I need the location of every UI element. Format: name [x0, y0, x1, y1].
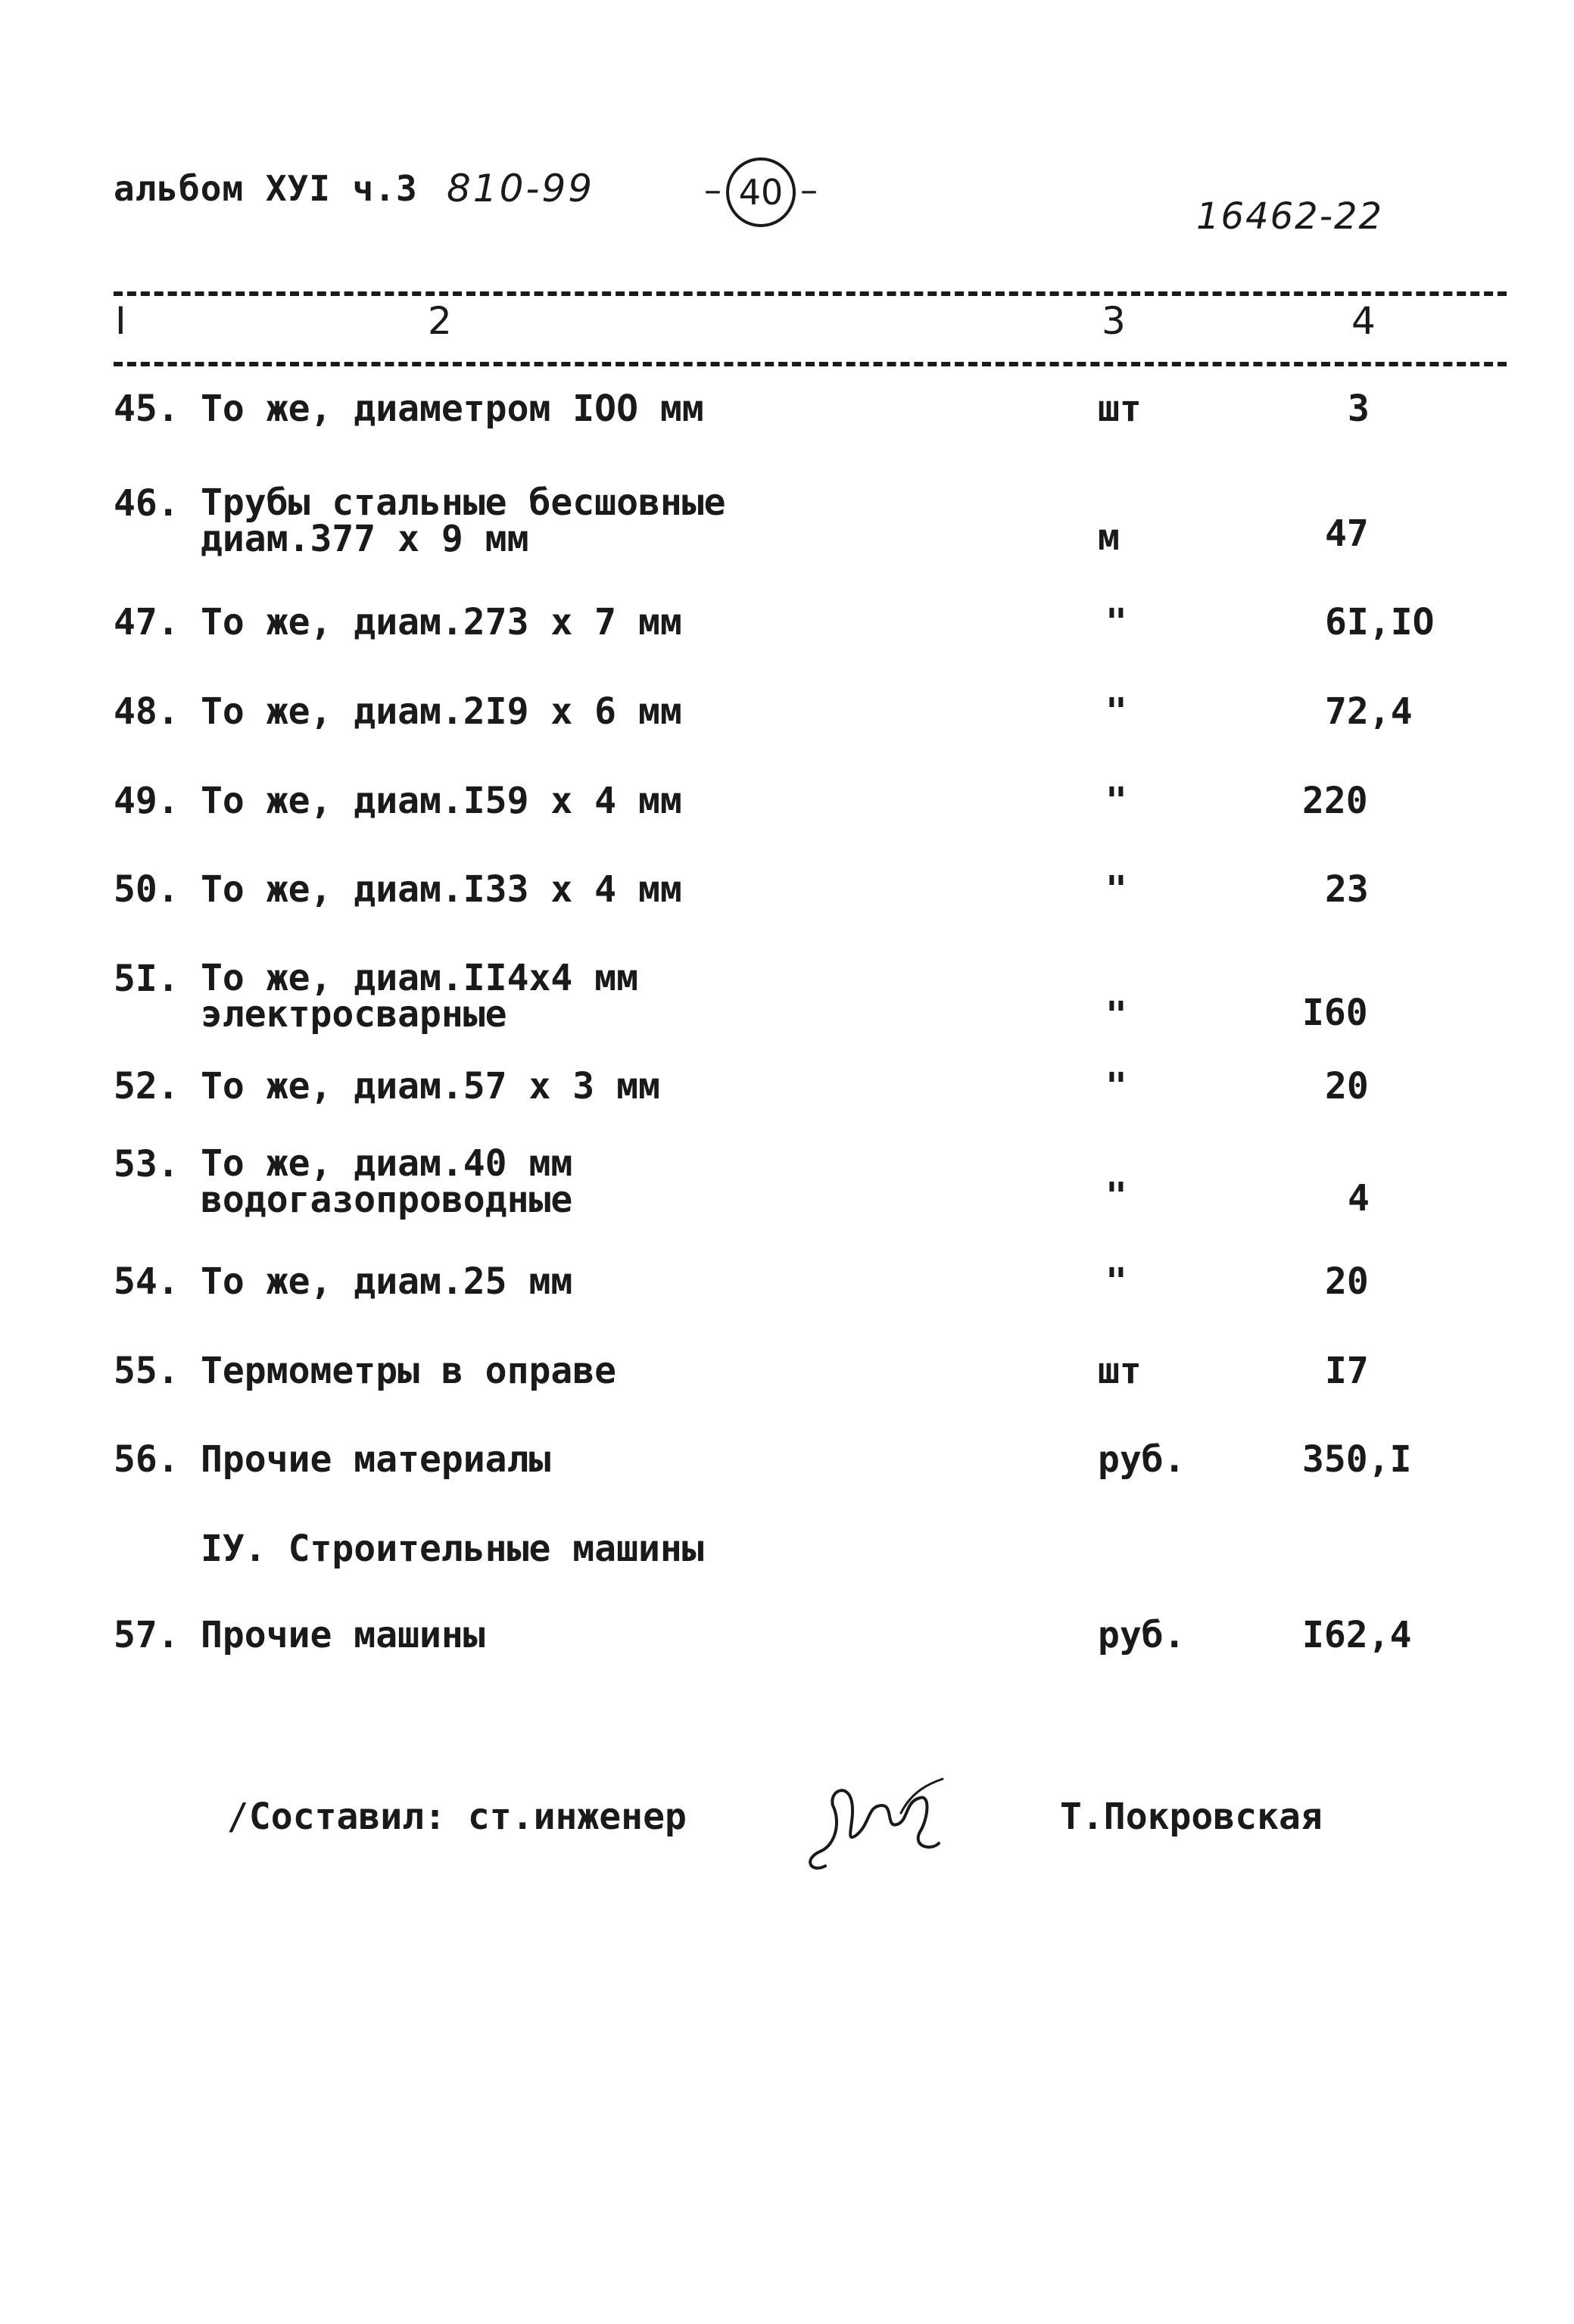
row-number: 53.	[114, 1143, 179, 1185]
handwritten-code: 810-99	[447, 167, 595, 210]
section-heading: IУ. Строительные машины	[201, 1528, 704, 1570]
row-quantity: 23	[1325, 868, 1369, 911]
row-unit: м	[1098, 516, 1120, 559]
row-unit: "	[1105, 994, 1127, 1036]
row-quantity: I62,4	[1302, 1614, 1412, 1656]
row-quantity: I60	[1302, 992, 1368, 1034]
row-unit: "	[1105, 868, 1127, 911]
row-unit: "	[1105, 1175, 1127, 1217]
row-number: 50.	[114, 868, 179, 911]
row-number: 56.	[114, 1438, 179, 1481]
row-unit: руб.	[1098, 1614, 1186, 1656]
row-quantity: 20	[1325, 1260, 1369, 1303]
table-top-divider	[114, 291, 1507, 296]
document-code: 16462-22	[1196, 195, 1384, 238]
row-name: Прочие машины	[201, 1614, 485, 1656]
row-unit: "	[1105, 1065, 1127, 1107]
row-number: 49.	[114, 780, 179, 822]
row-number: 46.	[114, 482, 179, 525]
row-quantity: 6I,IO	[1325, 601, 1435, 643]
row-quantity: 47	[1325, 512, 1369, 555]
row-unit: руб.	[1098, 1438, 1186, 1481]
album-reference: альбом ХУI ч.3	[114, 168, 418, 209]
row-quantity: 72,4	[1325, 690, 1413, 733]
row-name: То же, диам.2I9 х 6 мм	[201, 690, 682, 733]
signature-image	[780, 1760, 962, 1881]
compiled-by-label: /Составил: ст.инженер	[227, 1796, 687, 1838]
row-name: То же, диам.273 х 7 мм	[201, 601, 682, 643]
row-unit: "	[1105, 1260, 1127, 1303]
row-name: Прочие материалы	[201, 1438, 551, 1481]
column-header-2: 2	[428, 299, 452, 343]
row-quantity: 220	[1302, 780, 1368, 822]
row-number: 57.	[114, 1614, 179, 1656]
column-header-4: 4	[1351, 299, 1376, 343]
row-name: То же, диам.25 мм	[201, 1260, 573, 1303]
row-quantity: 3	[1348, 388, 1370, 430]
row-number: 5I.	[114, 958, 179, 1000]
row-number: 54.	[114, 1260, 179, 1303]
column-header-3: 3	[1102, 299, 1126, 343]
row-name: То же, диам.40 мм водогазопроводные	[201, 1142, 573, 1221]
row-unit: "	[1105, 780, 1127, 822]
row-name: Трубы стальные бесшовные диам.377 х 9 мм	[201, 481, 726, 560]
row-unit: шт	[1098, 1350, 1142, 1392]
row-number: 47.	[114, 601, 179, 643]
page-number: – 40 –	[704, 157, 818, 227]
table-header-divider	[114, 362, 1507, 366]
engineer-name: Т.Покровская	[1060, 1796, 1323, 1838]
row-quantity: 350,I	[1302, 1438, 1412, 1481]
row-quantity: I7	[1325, 1350, 1369, 1392]
row-name: То же, диам.II4х4 мм электросварные	[201, 957, 638, 1036]
row-unit: шт	[1098, 388, 1142, 430]
page-number-circle: 40	[726, 157, 796, 227]
row-name: То же, диам.57 х 3 мм	[201, 1065, 660, 1107]
row-unit: "	[1105, 601, 1127, 643]
row-unit: "	[1105, 690, 1127, 733]
row-quantity: 4	[1348, 1177, 1370, 1220]
row-name: То же, диам.I59 х 4 мм	[201, 780, 682, 822]
row-number: 52.	[114, 1065, 179, 1107]
row-number: 48.	[114, 690, 179, 733]
compiled-by-text: Составил: ст.инженер	[248, 1796, 687, 1838]
row-name: То же, диаметром IOO мм	[201, 388, 704, 430]
row-number: 55.	[114, 1350, 179, 1392]
row-name: Термометры в оправе	[201, 1350, 617, 1392]
column-header-1: I	[115, 299, 126, 343]
row-number: 45.	[114, 388, 179, 430]
row-quantity: 20	[1325, 1065, 1369, 1107]
row-name: То же, диам.I33 х 4 мм	[201, 868, 682, 911]
